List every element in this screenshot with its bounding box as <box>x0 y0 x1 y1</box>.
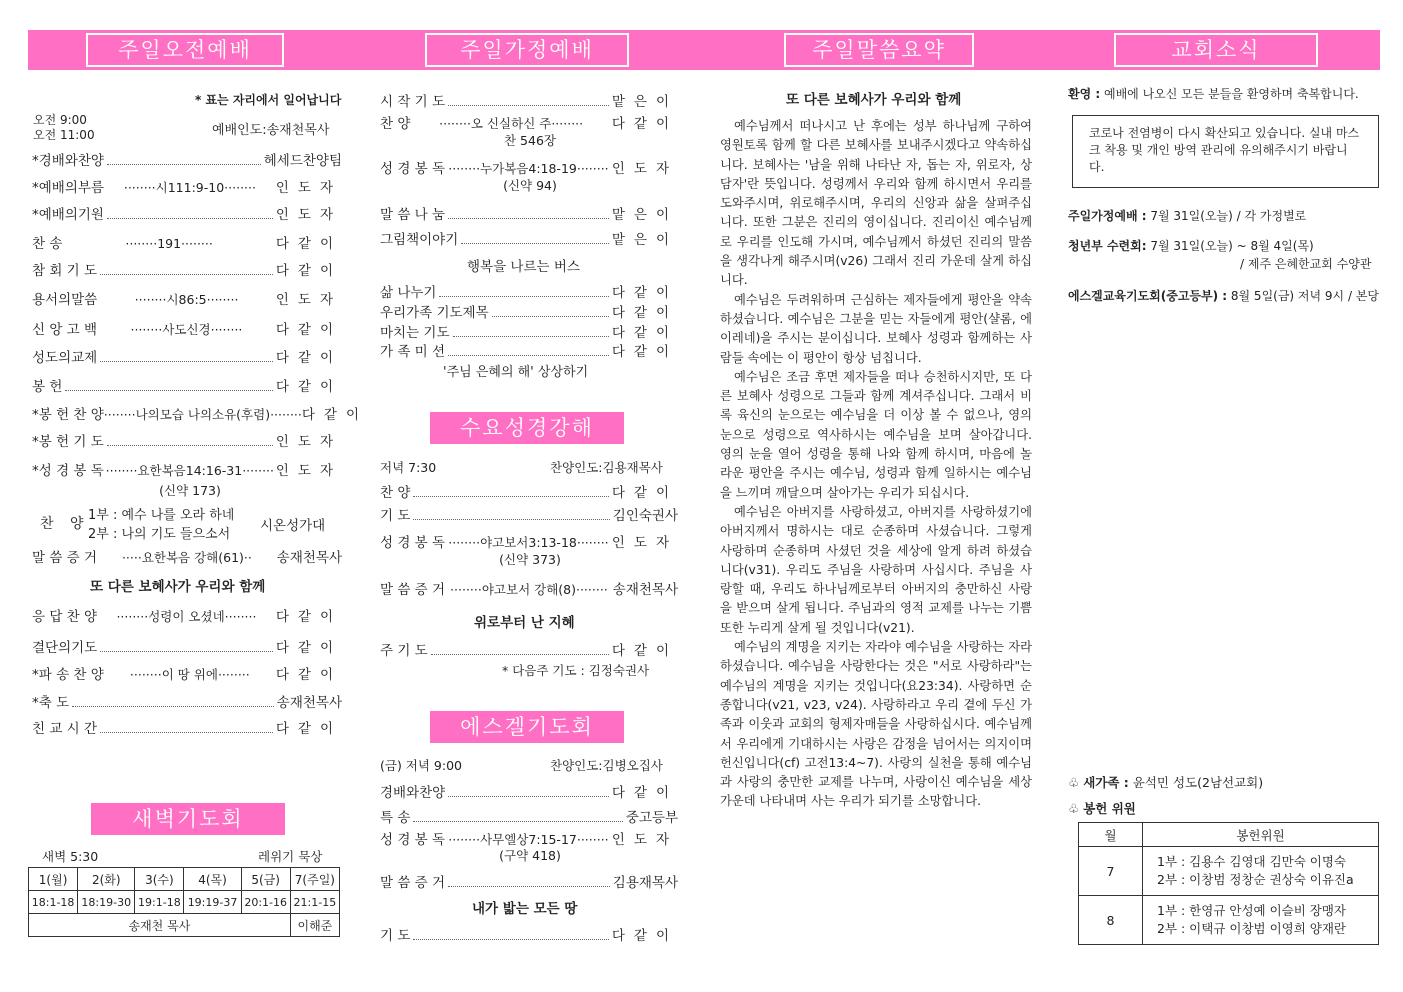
program-leader: 다같이 <box>275 379 342 395</box>
family-mission: '주님 은혜의 해' 상상하기 <box>443 365 589 380</box>
program-leader: 김인숙권사 <box>612 508 678 524</box>
program-row <box>32 375 342 395</box>
dawn-time: 새벽 5:30 <box>42 849 99 864</box>
dawn-day: 3(수) <box>135 868 184 891</box>
program-detail: ········사무엘상7:15-17········ <box>448 832 609 847</box>
youth-place: / 제주 은혜한교회 수양관 <box>1240 257 1372 271</box>
ezekiel-leader: 찬양인도:김병오집사 <box>550 758 663 773</box>
program-label: 찬 양 <box>380 116 411 132</box>
dawn-sunday-preacher: 이해준 <box>290 914 339 937</box>
program-row <box>380 340 678 360</box>
program-row <box>380 504 678 524</box>
program-leader: 인도자 <box>275 463 342 479</box>
program-detail <box>413 813 622 822</box>
program-leader: 인도자 <box>275 207 342 223</box>
dawn-day: 5(금) <box>241 868 290 891</box>
ezekiel-scripture-sub: (구약 418) <box>499 848 561 863</box>
program-label: 용서의말씀 <box>32 292 98 308</box>
program-row <box>380 228 678 248</box>
program-detail <box>492 308 609 317</box>
program-detail: ········사도신경········ <box>130 322 243 337</box>
dawn-passage: 18:1-18 <box>29 891 78 914</box>
program-row <box>32 203 342 223</box>
program-detail: ········시111:9-10········ <box>123 180 256 195</box>
family-worship-label: 주일가정예배 : <box>1068 209 1147 223</box>
program-detail <box>448 878 610 887</box>
program-leader: 인도자 <box>275 180 342 196</box>
members-line: 2부 : 이창범 정창순 권상숙 이유진a <box>1157 872 1354 887</box>
program-label: *예배의기원 <box>32 207 104 223</box>
family-scripture-row <box>380 157 678 177</box>
witness-title: ·····요한복음 강해(61)·· <box>121 550 252 565</box>
wednesday-time: 저녁 7:30 <box>380 460 437 475</box>
program-label: 경배와찬양 <box>380 785 446 801</box>
wednesday-sermon-title: 위로부터 난 지혜 <box>474 615 575 631</box>
dawn-day: 1(월) <box>29 868 78 891</box>
new-family-text: 윤석민 성도(2남선교회) <box>1132 775 1264 790</box>
program-label: *축 도 <box>32 695 70 711</box>
program-label: 성 경 봉 독 <box>380 535 446 551</box>
program-label: *파 송 찬 양 <box>32 667 104 683</box>
program-label: 신 앙 고 백 <box>32 322 98 338</box>
program-label: 찬 송 <box>32 236 63 252</box>
ezekiel-time: (금) 저녁 9:00 <box>380 758 462 773</box>
table-row <box>1079 896 1379 945</box>
program-leader: 송재천목사 <box>612 582 678 598</box>
program-row <box>32 403 368 423</box>
program-label: 말 씀 나 눔 <box>380 207 446 223</box>
program-detail <box>413 511 609 520</box>
table-cell-month: 8 <box>1079 896 1143 945</box>
program-row <box>380 531 678 551</box>
program-label: 기 도 <box>380 508 411 524</box>
youth-label: 청년부 수련회: <box>1068 239 1147 253</box>
program-detail <box>448 210 609 219</box>
summary-body <box>720 117 1032 812</box>
summary-paragraph: 예수님은 조금 후면 제자들을 떠나 승천하시지만, 또 다른 보혜사 성령으로 그들과 함께 계셔주십니다. 그래서 비록 육신의 눈으로는 예수님을 더 이상 볼 수 없으나, 영의 눈으로 성령으로 역사하시는 예수님을 보며 살아갑니다. 영의 눈을 열어 성령을 통해 나와 함께 하시며, 마음에 놀라운 평안을 주시는 예수님, 성령과 함께 일하시는 예수님을 느끼며 깨달으며 살아가는 우리가 되십시다. <box>720 369 1032 500</box>
program-row <box>32 288 342 308</box>
family-worship-notice <box>1068 207 1306 224</box>
program-detail: ········시86:5········ <box>134 292 239 307</box>
program-leader: 중고등부 <box>625 810 678 826</box>
program-label: 응 답 찬 양 <box>32 609 98 625</box>
table-row <box>1079 847 1379 896</box>
program-row <box>380 806 678 826</box>
sermon-title: 또 다른 보혜사가 우리와 함께 <box>90 579 266 595</box>
program-row <box>32 663 342 683</box>
offering-label: 봉헌 위원 <box>1083 801 1136 816</box>
program-leader: 다같이 <box>275 263 342 279</box>
program-label: 봉 헌 <box>32 379 63 395</box>
program-leader: 맡은이 <box>611 232 678 248</box>
program-leader: 다같이 <box>275 609 342 625</box>
program-label: *봉 헌 기 도 <box>32 434 104 450</box>
summary-paragraph: 예수님은 두려워하며 근심하는 제자들에게 평안을 약속하셨습니다. 예수님은 그분을 믿는 자들에게 평안(샬롬, 에이레네)을 주시는 분이십니다. 보혜사 성령과 함께하는 사람들 속에는 이 평안이 항상 넘칩니다. <box>720 292 1032 365</box>
program-label: 우리가족 기도제목 <box>380 305 489 321</box>
program-label: *경배와찬양 <box>32 153 104 169</box>
header-church-news: 교회소식 <box>1114 33 1318 67</box>
program-row <box>32 430 342 450</box>
stand-note: * 표는 자리에서 일어납니다 <box>195 93 342 107</box>
program-detail: ········191········ <box>125 236 213 251</box>
wednesday-prayer-row <box>380 639 678 659</box>
program-leader: 헤세드찬양팀 <box>263 153 342 169</box>
dawn-day: 4(목) <box>184 868 241 891</box>
program-row <box>380 828 678 848</box>
program-row <box>32 318 342 338</box>
welcome-text: 예배에 나오신 모든 분들을 환영하며 축복합니다. <box>1104 87 1359 101</box>
program-detail: ········야고보서3:13-18········ <box>448 535 609 550</box>
header-sermon-summary: 주일말씀요약 <box>784 33 974 67</box>
offering-committee-heading <box>1068 799 1136 817</box>
program-leader: 다같이 <box>275 640 342 656</box>
program-detail <box>100 724 273 733</box>
program-detail <box>448 788 609 797</box>
wednesday-title: 수요성경강해 <box>430 412 624 444</box>
program-row <box>380 90 678 110</box>
summary-paragraph: 예수님께서 떠나시고 난 후에는 성부 하나님께 구하여 영원토록 함께 할 다른 보혜사를 보내주시겠다고 약속하십니다. 보혜사는 '남을 위해 나타난 자, 돕는 자, 위로자, 상담자'란 뜻입니다. 성령께서 우리와 함께 하시면서 우리를 도와주시며, 위로해주시며, 우리의 신앙과 삶을 살펴주십니다. 또한 그분은 진리의 영이십니다. 진리이신 예수님께로 우리를 인도해 가시며, 예수님께서 하셨던 진리의 말씀을 생각나게 해주시며(v26) 그래서 진리 가운데 살게 하십니다. <box>720 119 1032 288</box>
table-cell-members <box>1143 847 1379 896</box>
program-detail <box>413 931 609 940</box>
story-title: 행복을 나르는 버스 <box>467 259 580 275</box>
dawn-passage: 19:19-37 <box>184 891 241 914</box>
program-label: 가 족 미 션 <box>380 344 446 360</box>
service-time-1: 오전 9:00 <box>33 113 87 127</box>
program-leader: 다같이 <box>275 721 342 737</box>
dawn-passage: 21:1-15 <box>290 891 339 914</box>
program-row <box>32 149 342 169</box>
program-leader: 다같이 <box>611 785 678 801</box>
program-label: 성도의교제 <box>32 350 98 366</box>
program-leader: 맡은이 <box>611 207 678 223</box>
program-label: 주 기 도 <box>380 643 428 659</box>
program-leader: 맡은이 <box>611 94 678 110</box>
program-detail <box>453 328 609 337</box>
witness-row <box>32 546 342 566</box>
program-label: *예배의부름 <box>32 180 104 196</box>
program-detail <box>100 266 273 275</box>
program-detail: ········이 땅 위에········ <box>129 667 250 682</box>
program-label: 참 회 기 도 <box>32 263 98 279</box>
program-label: 마치는 기도 <box>380 325 450 341</box>
program-detail: ········요한복음14:16-31········ <box>105 463 274 478</box>
members-line: 1부 : 한영규 안성예 이슬비 장맹자 <box>1157 903 1347 918</box>
table-cell-month: 7 <box>1079 847 1143 896</box>
program-label: 말 씀 증 거 <box>380 875 446 891</box>
program-detail <box>100 643 273 652</box>
praise-choir: 시온성가대 <box>260 518 326 534</box>
family-scripture-sub: (신약 94) <box>503 178 557 193</box>
covid-notice-box <box>1072 115 1379 188</box>
program-leader: 송재천목사 <box>276 695 342 711</box>
program-label: 특 송 <box>380 810 411 826</box>
header-morning-worship: 주일오전예배 <box>86 33 284 67</box>
program-detail <box>413 488 609 497</box>
program-detail <box>107 437 273 446</box>
members-line: 2부 : 이택규 이창범 이영희 양재란 <box>1157 921 1347 936</box>
program-label: 삶 나누기 <box>380 285 437 301</box>
summary-title: 또 다른 보혜사가 우리와 함께 <box>786 92 962 108</box>
program-leader: 다같이 <box>275 236 342 252</box>
offering-committee-table <box>1078 822 1379 945</box>
program-leader: 다같이 <box>611 116 678 132</box>
summary-paragraph: 예수님의 계명을 지키는 자라야 예수님을 사랑하는 자라 하셨습니다. 예수님을 사랑한다는 것은 "서로 사랑하라"는 예수님의 계명을 지키는 것입니다(요23:34). 사랑하면 순종합니다(v21, v23, v24). 사랑하라고 우리 곁에 두신 가족과 이웃과 교회의 형제자매들을 사랑하십시다. 예수님께서 우리에게 기대하시는 사랑은 감정을 넘어서는 의지이며 헌신입니다(cf) 고전13:4~7). 사랑의 실천을 통해 예수님과 사랑의 충만한 교제를 나누며, 사랑이신 예수님을 세상 가운데 나타내며 사는 우리가 되기를 소망합니다. <box>720 640 1032 809</box>
welcome-label: 환영 : <box>1068 87 1101 101</box>
program-leader: 다같이 <box>275 667 342 683</box>
program-row <box>32 176 342 196</box>
program-leader: 다같이 <box>611 285 678 301</box>
program-detail <box>431 646 609 655</box>
clover-icon: ♧ <box>1068 801 1080 816</box>
program-leader: 다같이 <box>301 407 368 423</box>
program-label: *봉 헌 찬 양 <box>32 407 104 423</box>
worship-leader: 예배인도:송재천목사 <box>212 123 330 138</box>
youth-text: 7월 31일(오늘) ~ 8월 4일(목) <box>1150 239 1314 253</box>
program-leader: 인도자 <box>611 161 678 177</box>
program-label: 시 작 기 도 <box>380 94 446 110</box>
program-leader: 다같이 <box>611 344 678 360</box>
program-label: 성 경 봉 독 <box>380 161 446 177</box>
program-detail <box>448 97 609 106</box>
program-leader: 다같이 <box>275 322 342 338</box>
header-family-worship: 주일가정예배 <box>425 33 629 67</box>
program-leader: 다같이 <box>611 325 678 341</box>
wednesday-witness-row <box>380 578 678 598</box>
ezekiel-prayer-row <box>380 924 678 944</box>
program-label: 친 교 시 간 <box>32 721 98 737</box>
dawn-prayer-title: 새벽기도회 <box>91 803 285 835</box>
ezekiel-title: 에스겔기도회 <box>430 711 624 743</box>
program-row <box>32 691 342 711</box>
family-worship-text: 7월 31일(오늘) / 각 가정별로 <box>1150 209 1307 223</box>
ezekiel-edu-label: 에스겔교육기도회(중고등부) : <box>1068 289 1228 303</box>
covid-notice-text: 코로나 전염병이 다시 확산되고 있습니다. 실내 마스크 착용 및 개인 방역 관리에 유의해주시기 바랍니다. <box>1089 126 1360 174</box>
summary-paragraph: 예수님은 아버지를 사랑하셨고, 아버지를 사랑하셨기에 아버지께서 명하시는 대로 순종하며 사셨습니다. 그렇게 사랑하며 순종하며 사셨던 것을 세상에 알게 하려 하셨습니다(v31). 우리도 주님을 사랑하며 사십시다. 주님을 사랑할 때, 우리도 하나님께로부터 아버지의 충만하신 사랑을 받으며 살게 됩니다. 주님과의 영적 교제를 나누는 기쁨 또한 누리게 살게 될 것입니다(v21). <box>720 504 1032 635</box>
dawn-passage: 19:1-18 <box>135 891 184 914</box>
program-leader: 다같이 <box>275 350 342 366</box>
hymn-sub: 찬 546장 <box>504 133 556 148</box>
ezekiel-sermon-title: 내가 밟는 모든 땅 <box>472 901 578 917</box>
wednesday-leader: 찬양인도:김용재목사 <box>550 460 663 475</box>
program-detail <box>448 347 609 356</box>
ezekiel-edu-text: 8월 5일(금) 저녁 9시 / 본당 <box>1230 289 1380 303</box>
table-header-month: 월 <box>1079 823 1143 847</box>
scripture-sub: (신약 173) <box>159 483 221 498</box>
program-label: 찬 양 <box>380 485 411 501</box>
dawn-topic: 레위기 묵상 <box>258 849 323 864</box>
program-leader: 인도자 <box>611 535 678 551</box>
program-leader: 다같이 <box>611 485 678 501</box>
program-leader: 인도자 <box>275 292 342 308</box>
program-row <box>32 459 342 479</box>
program-label: 기 도 <box>380 928 411 944</box>
members-line: 1부 : 김용수 김영대 김만숙 이명숙 <box>1157 854 1347 869</box>
program-row <box>380 481 678 501</box>
program-row <box>380 281 678 301</box>
program-row <box>32 636 342 656</box>
program-leader: 다같이 <box>611 928 678 944</box>
program-detail <box>65 382 273 391</box>
praise-2: 2부 : 나의 기도 들으소서 <box>88 527 231 542</box>
program-label: 그림책이야기 <box>380 232 459 248</box>
program-detail <box>100 353 273 362</box>
praise-1: 1부 : 예수 나를 오라 하네 <box>88 508 235 523</box>
program-detail: ········야고보서 강해(8)········ <box>450 582 608 597</box>
program-row <box>380 781 678 801</box>
program-detail: ········성령이 오셨네········ <box>116 609 257 624</box>
witness-label: 말 씀 증 거 <box>32 550 98 566</box>
program-leader: 다같이 <box>611 643 678 659</box>
program-label: 성 경 봉 독 <box>380 832 446 848</box>
program-row <box>32 232 342 252</box>
program-detail <box>72 698 274 707</box>
ezekiel-education-notice <box>1068 287 1379 304</box>
service-time-2: 오전 11:00 <box>33 128 95 142</box>
program-row <box>32 717 342 737</box>
clover-icon: ♧ <box>1068 775 1080 790</box>
program-row <box>32 259 342 279</box>
program-row <box>380 301 678 321</box>
dawn-day: 7(주일) <box>290 868 339 891</box>
program-row <box>380 203 678 223</box>
new-family-label: 새가족 : <box>1083 775 1129 790</box>
dawn-preacher: 송재천 목사 <box>29 914 291 937</box>
witness-preacher: 송재천목사 <box>276 550 342 566</box>
table-header-members: 봉헌위원 <box>1143 823 1379 847</box>
welcome-line <box>1068 85 1359 102</box>
praise-label: 찬 양 <box>40 516 90 532</box>
program-detail <box>107 210 273 219</box>
dawn-day: 2(화) <box>78 868 135 891</box>
program-row <box>32 605 342 625</box>
program-detail: ········누가복음4:18-19········ <box>448 161 609 176</box>
ezekiel-witness-row <box>380 871 678 891</box>
program-detail <box>439 288 608 297</box>
program-row <box>380 321 678 341</box>
program-detail <box>461 235 609 244</box>
program-detail: ········오 신실하신 주········ <box>439 116 584 131</box>
program-row <box>380 112 678 132</box>
program-leader: 김용재목사 <box>612 875 678 891</box>
program-leader: 인도자 <box>611 832 678 848</box>
youth-retreat-notice <box>1068 237 1314 254</box>
wednesday-scripture-sub: (신약 373) <box>499 552 561 567</box>
program-row <box>32 346 342 366</box>
program-detail <box>107 156 261 165</box>
dawn-passage: 18:19-30 <box>78 891 135 914</box>
dawn-schedule-table <box>28 867 340 937</box>
program-label: *성 경 봉 독 <box>32 463 104 479</box>
program-detail: ········나의모습 나의소유(후렴)········ <box>103 407 302 422</box>
dawn-passage: 20:1-16 <box>241 891 290 914</box>
program-leader: 인도자 <box>275 434 342 450</box>
next-prayer: * 다음주 기도 : 김정숙권사 <box>502 663 650 678</box>
program-label: 말 씀 증 거 <box>380 582 446 598</box>
program-leader: 다같이 <box>611 305 678 321</box>
new-family-notice <box>1068 773 1263 791</box>
program-label: 결단의기도 <box>32 640 98 656</box>
table-cell-members <box>1143 896 1379 945</box>
